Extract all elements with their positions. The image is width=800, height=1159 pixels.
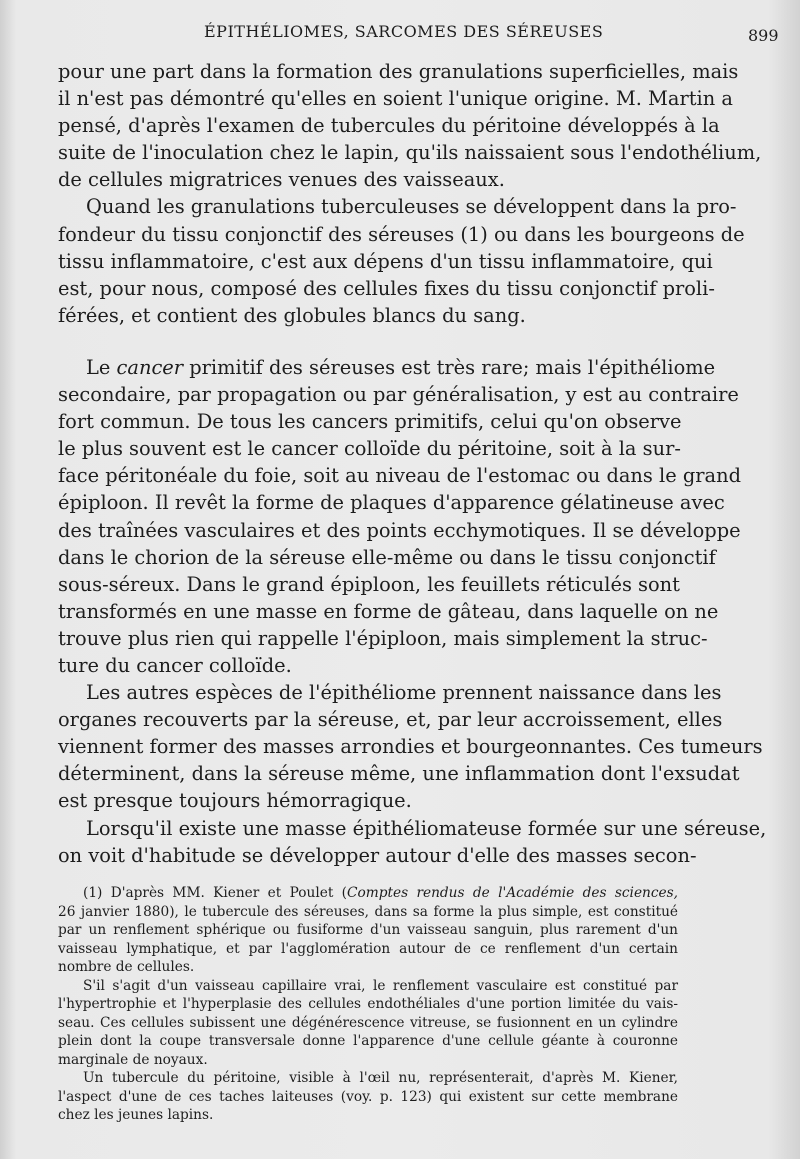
footnote-citation: Comptes rendus de l'Académie des sciences, [347, 885, 678, 901]
body-line: Quand les granulations tuberculeuses se développent dans la pro- [86, 195, 737, 219]
body-line: trouve plus rien qui rappelle l'épiploon, mais simplement la struc- [58, 626, 708, 650]
body-line: Les autres espèces de l'épithéliome prennent naissance dans les [86, 681, 722, 705]
footnote-text: (1) D'après MM. Kiener et Poulet ( [83, 885, 348, 901]
body-word: primitif des séreuses est très rare; mais l'épithéliome [189, 355, 716, 379]
footnote-line: l'hypertrophie et l'hyperplasie des cellules endothéliales d'une portion limitée du vais- [58, 996, 678, 1012]
body-line [58, 354, 716, 381]
body-line: tissu inflammatoire, c'est aux dépens d'un tissu inflammatoire, qui [58, 249, 713, 273]
footnotes [58, 884, 678, 1125]
body-line: viennent former des masses arrondies et bourgeonnantes. Ces tumeurs [58, 735, 763, 759]
footnote-line: seau. Ces cellules subissent une dégénérescence vitreuse, se fusionnent en un cylindre [58, 1014, 678, 1031]
body-line: fort commun. De tous les cancers primitifs, celui qu'on observe [58, 410, 682, 434]
body-line: fondeur du tissu conjonctif des séreuses (1) ou dans les bourgeons de [58, 222, 745, 246]
body-line: transformés en une masse en forme de gâteau, dans laquelle on ne [58, 599, 719, 623]
footnote-line: nombre de cellules. [58, 959, 195, 975]
body-word: Le [86, 355, 111, 379]
footnote-line: Un tubercule du péritoine, visible à l'œil nu, représenterait, d'après M. Kiener, [83, 1070, 678, 1086]
body-line: est, pour nous, composé des cellules fixes du tissu conjonctif proli- [58, 276, 715, 300]
footnote-line: plein dont la coupe transversale donne l'apparence d'une cellule géante à couronne [58, 1033, 678, 1049]
body-line: dans le chorion de la séreuse elle-même ou dans le tissu conjonctif [58, 545, 716, 569]
footnote-line [58, 884, 678, 903]
body-line: organes recouverts par la séreuse, et, par leur accroissement, elles [58, 708, 723, 732]
footnote-line: vaisseau lymphatique, et par l'agglomération autour de ce renflement d'un certain [58, 940, 678, 957]
body-line: sous-séreux. Dans le grand épiploon, les feuillets réticulés sont [58, 572, 680, 596]
body-text [58, 58, 767, 869]
body-line: de cellules migratrices venues des vaisseaux. [58, 168, 505, 192]
body-line: ture du cancer colloïde. [58, 653, 292, 677]
paragraph-gap [58, 329, 678, 354]
body-line: épiploon. Il revêt la forme de plaques d'apparence gélatineuse avec [58, 491, 725, 515]
footnote-line: marginale de noyaux. [58, 1051, 208, 1068]
footnote-line: 26 janvier 1880), le tubercule des séreuses, dans sa forme la plus simple, est constitué [58, 903, 678, 920]
body-line: il n'est pas démontré qu'elles en soient l'unique origine. M. Martin a [58, 87, 733, 111]
header-title: ÉPITHÉLIOMES, SARCOMES DES SÉREUSES [204, 22, 604, 41]
page-number: 899 [748, 26, 779, 45]
emphasis-cancer: cancer [116, 355, 184, 379]
body-line: déterminent, dans la séreuse même, une inflammation dont l'exsudat [58, 762, 740, 786]
body-line: le plus souvent est le cancer colloïde du péritoine, soit à la sur- [58, 437, 681, 461]
body-line: Lorsqu'il existe une masse épithéliomateuse formée sur une séreuse, [86, 816, 767, 840]
body-line: est presque toujours hémorragique. [58, 789, 412, 813]
body-line: suite de l'inoculation chez le lapin, qu'ils naissaient sous l'endothélium, [58, 141, 762, 165]
footnote-line: S'il s'agit d'un vaisseau capillaire vrai, le renflement vasculaire est constitué par [83, 977, 678, 994]
body-line: face péritonéale du foie, soit au niveau de l'estomac ou dans le grand [58, 464, 742, 488]
body-line: on voit d'habitude se développer autour d'elle des masses secon- [58, 843, 697, 867]
body-line: des traînées vasculaires et des points ecchymotiques. Il se développe [58, 518, 741, 542]
running-header [0, 22, 800, 46]
footnote-line: l'aspect d'une de ces taches laiteuses (voy. p. 123) qui existent sur cette membrane [58, 1088, 678, 1105]
body-line: secondaire, par propagation ou par généralisation, y est au contraire [58, 383, 739, 407]
body-line: férées, et contient des globules blancs du sang. [58, 303, 526, 327]
footnote-line: chez les jeunes lapins. [58, 1107, 214, 1123]
footnote-line: par un renflement sphérique ou fusiforme d'un vaisseau sanguin, plus rarement d'un [58, 922, 678, 938]
body-line: pensé, d'après l'examen de tubercules du péritoine développés à la [58, 114, 720, 138]
body-line: pour une part dans la formation des granulations superficielles, mais [58, 60, 739, 83]
